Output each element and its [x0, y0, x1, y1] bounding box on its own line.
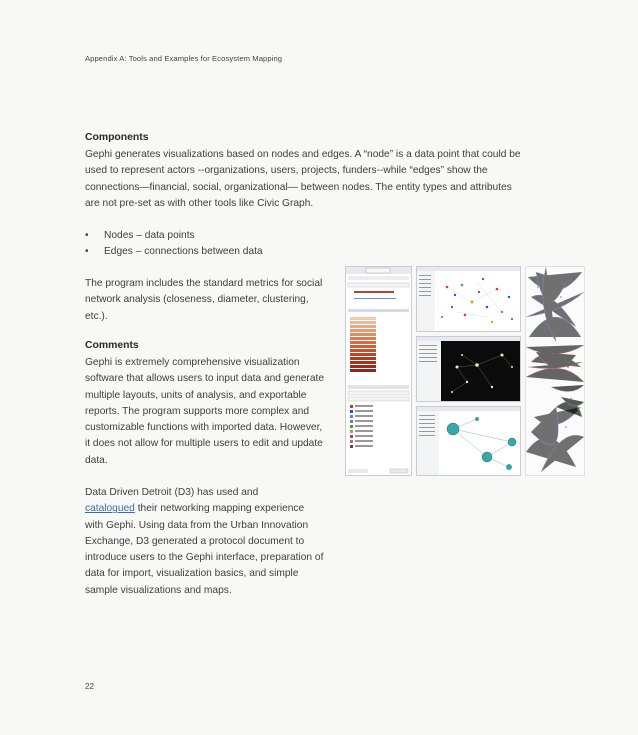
comments-heading: Comments: [85, 340, 139, 351]
d3-paragraph: [85, 485, 325, 599]
bullet-list: [85, 228, 263, 261]
large-network-graphic: [526, 267, 584, 475]
d3-rest-text: their networking mapping experience with Gephi. Using data from the Urban Innovation Exchange, D3 generated a protocol document to introduce users to the Gephi interface, preparation of data for import, visualization basics, and simple sample visualizations and maps.: [85, 503, 324, 596]
catalogued-link[interactable]: catalogued: [85, 503, 135, 515]
list-item: [85, 228, 263, 244]
teal-network-graphic: [417, 407, 520, 475]
dark-network-graphic: [417, 337, 520, 401]
bullet-marker: •: [85, 230, 89, 241]
gephi-network-screenshot-teal: [416, 406, 521, 476]
bullet-marker: •: [85, 246, 89, 258]
comments-paragraph: Gephi is extremely comprehensive visualization software that allows users to input data and generate multiple layouts, units of analysis, and exportable reports. The program supports more complex and customizable functions with imported data. However, it does not allow for multiple users to edit and update data.: [85, 357, 324, 466]
bullet-edges: Edges – connections between data: [104, 246, 263, 258]
gephi-settings-panel-screenshot: [345, 266, 412, 476]
metrics-paragraph: The program includes the standard metrics for social network analysis (closeness, diameter, clustering, etc.).: [85, 278, 323, 322]
gephi-screenshots-figure: [345, 266, 585, 476]
bullet-nodes: Nodes – data points: [104, 230, 195, 241]
d3-intro-text: Data Driven Detroit (D3) has used and: [85, 487, 259, 498]
settings-panel-graphic: [346, 267, 411, 475]
components-paragraph: Gephi generates visualizations based on nodes and edges. A “node” is a data point that could be used to represent actors --organizations, users, projects, funders--while “edges” show the connections—financial, social, organizational— between nodes. The entity types and attributes are not pre-set as with other tools like Civic Graph.: [85, 149, 521, 209]
colorful-network-graphic: [417, 267, 520, 331]
gephi-network-screenshot-colorful: [416, 266, 521, 332]
components-heading: Components: [85, 132, 149, 143]
running-header: Appendix A: Tools and Examples for Ecosystem Mapping: [85, 54, 283, 63]
large-network-visualization: [525, 266, 585, 476]
page-number: 22: [85, 682, 94, 691]
gephi-network-screenshot-dark: [416, 336, 521, 402]
list-item: [85, 244, 263, 260]
